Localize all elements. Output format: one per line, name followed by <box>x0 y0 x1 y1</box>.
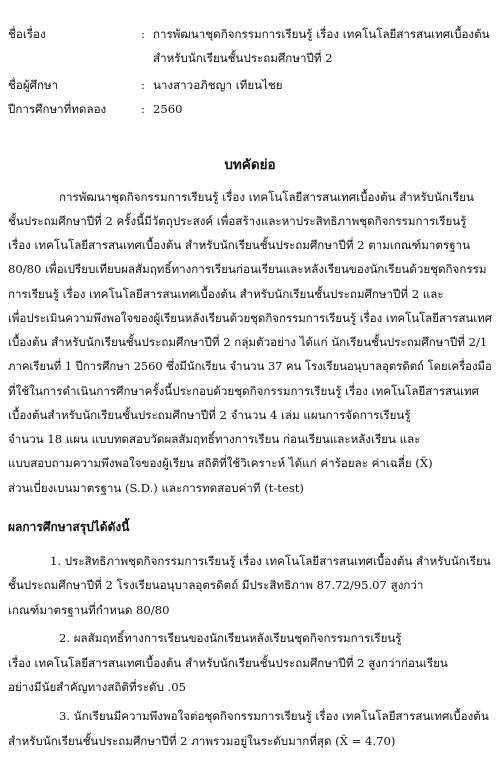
result-item-line: เรื่อง เทคโนโลยีสารสนเทศเบื้องต้น สำหรับนักเรียนชั้นประถมศึกษาปีที่ 2 สูงกว่าก่อนเรียน <box>8 656 448 670</box>
abstract-line: ชั้นประถมศึกษาปีที่ 2 ครั้งนี้มีวัตถุประสงค์ เพื่อสร้างและหาประสิทธิภาพชุดกิจกรรมการเรียนรู้ <box>8 214 467 228</box>
meta-year-colon: : <box>141 102 145 116</box>
abstract-title: บทคัดย่อ <box>224 157 276 173</box>
result-item-line: 3. นักเรียนมีความพึงพอใจต่อชุดกิจกรรมการเรียนรู้ เรื่อง เทคโนโลยีสารสนเทศเบื้องต้น <box>59 709 489 723</box>
meta-year-label: ปีการศึกษาที่ทดลอง <box>8 102 107 116</box>
meta-title-colon: : <box>141 27 145 41</box>
abstract-line: เพื่อประเมินความพึงพอใจของผู้เรียนหลังเรียนด้วยชุดกิจกรรมการเรียนรู้ เรื่อง เทคโนโลยีสารสนเทศ <box>8 311 493 325</box>
abstract-line: เบื้องต้น สำหรับนักเรียนชั้นประถมศึกษาปีที่ 2 กลุ่มตัวอย่าง ได้แก่ นักเรียนชั้นประถมศึกษาปีที่ 2/1 <box>8 335 488 349</box>
meta-title-label: ชื่อเรื่อง <box>8 27 46 41</box>
meta-author-label: ชื่อผู้ศึกษา <box>8 78 59 92</box>
abstract-line: ที่ใช้ในการดำเนินการศึกษาครั้งนี้ประกอบด้วยชุดกิจกรรมการเรียนรู้ เรื่อง เทคโนโลยีสารสนเทศ <box>8 384 480 398</box>
results-heading: ผลการศึกษาสรุปได้ดังนี้ <box>8 520 130 534</box>
abstract-line: ภาคเรียนที่ 1 ปีการศึกษา 2560 ซึ่งมีนักเรียน จำนวน 37 คน โรงเรียนอนุบาลอุตรดิตถ์ โดยเครื่องมือ <box>8 359 492 373</box>
result-item-line: อย่างมีนัยสำคัญทางสถิติที่ระดับ .05 <box>8 680 187 694</box>
meta-author-colon: : <box>141 78 145 92</box>
result-item-line: เกณฑ์มาตรฐานที่กำหนด 80/80 <box>8 603 170 617</box>
abstract-line: การเรียนรู้ เรื่อง เทคโนโลยีสารสนเทศเบื้องต้น สำหรับนักเรียนชั้นประถมศึกษาปีที่ 2 และ <box>8 287 444 301</box>
abstract-line: ส่วนเบี่ยงเบนมาตรฐาน (S.D.) และการทดสอบค่าที (t-test) <box>8 481 304 495</box>
abstract-line: การพัฒนาชุดกิจกรรมการเรียนรู้ เรื่อง เทคโนโลยีสารสนเทศเบื้องต้น สำหรับนักเรียน <box>59 190 474 204</box>
result-item-line: 1. ประสิทธิภาพชุดกิจกรรมการเรียนรู้ เรื่อง เทคโนโลยีสารสนเทศเบื้องต้น สำหรับนักเรียน <box>50 554 491 568</box>
abstract-line: แบบสอบถามความพึงพอใจของผู้เรียน สถิติที่ใช้วิเคราะห์ ได้แก่ ค่าร้อยละ ค่าเฉลี่ย (X̄) <box>8 456 433 470</box>
meta-title-value-line1: การพัฒนาชุดกิจกรรมการเรียนรู้ เรื่อง เทคโนโลยีสารสนเทศเบื้องต้น <box>153 27 490 41</box>
abstract-line: เรื่อง เทคโนโลยีสารสนเทศเบื้องต้น สำหรับนักเรียนชั้นประถมศึกษาปีที่ 2 ตามเกณฑ์มาตรฐาน <box>8 238 471 252</box>
abstract-line: 80/80 เพื่อเปรียบเทียบผลสัมฤทธิ์ทางการเรียนก่อนเรียนและหลังเรียนของนักเรียนด้วยชุดกิจกรรม <box>8 262 487 276</box>
abstract-line: จำนวน 18 แผน แบบทดสอบวัดผลสัมฤทธิ์ทางการเรียน ก่อนเรียนและหลังเรียน และ <box>8 432 421 446</box>
result-item-line: 2. ผลสัมฤทธิ์ทางการเรียนของนักเรียนหลังเรียนชุดกิจกรรมการเรียนรู้ <box>59 631 402 645</box>
meta-title-value-line2: สำหรับนักเรียนชั้นประถมศึกษาปีที่ 2 <box>153 51 333 65</box>
meta-year-value: 2560 <box>153 102 183 116</box>
result-item-line: สำหรับนักเรียนชั้นประถมศึกษาปีที่ 2 ภาพรวมอยู่ในระดับมากที่สุด (X̄ = 4.70) <box>8 734 396 748</box>
abstract-line: เบื้องต้นสำหรับนักเรียนชั้นประถมศึกษาปีที่ 2 จำนวน 4 เล่ม แผนการจัดการเรียนรู้ <box>8 408 411 422</box>
meta-author-value: นางสาวอภิชญา เทียนไชย <box>153 78 283 92</box>
result-item-line: ชั้นประถมศึกษาปีที่ 2 โรงเรียนอนุบาลอุตรดิตถ์ มีประสิทธิภาพ 87.72/95.07 สูงกว่า <box>8 578 424 592</box>
